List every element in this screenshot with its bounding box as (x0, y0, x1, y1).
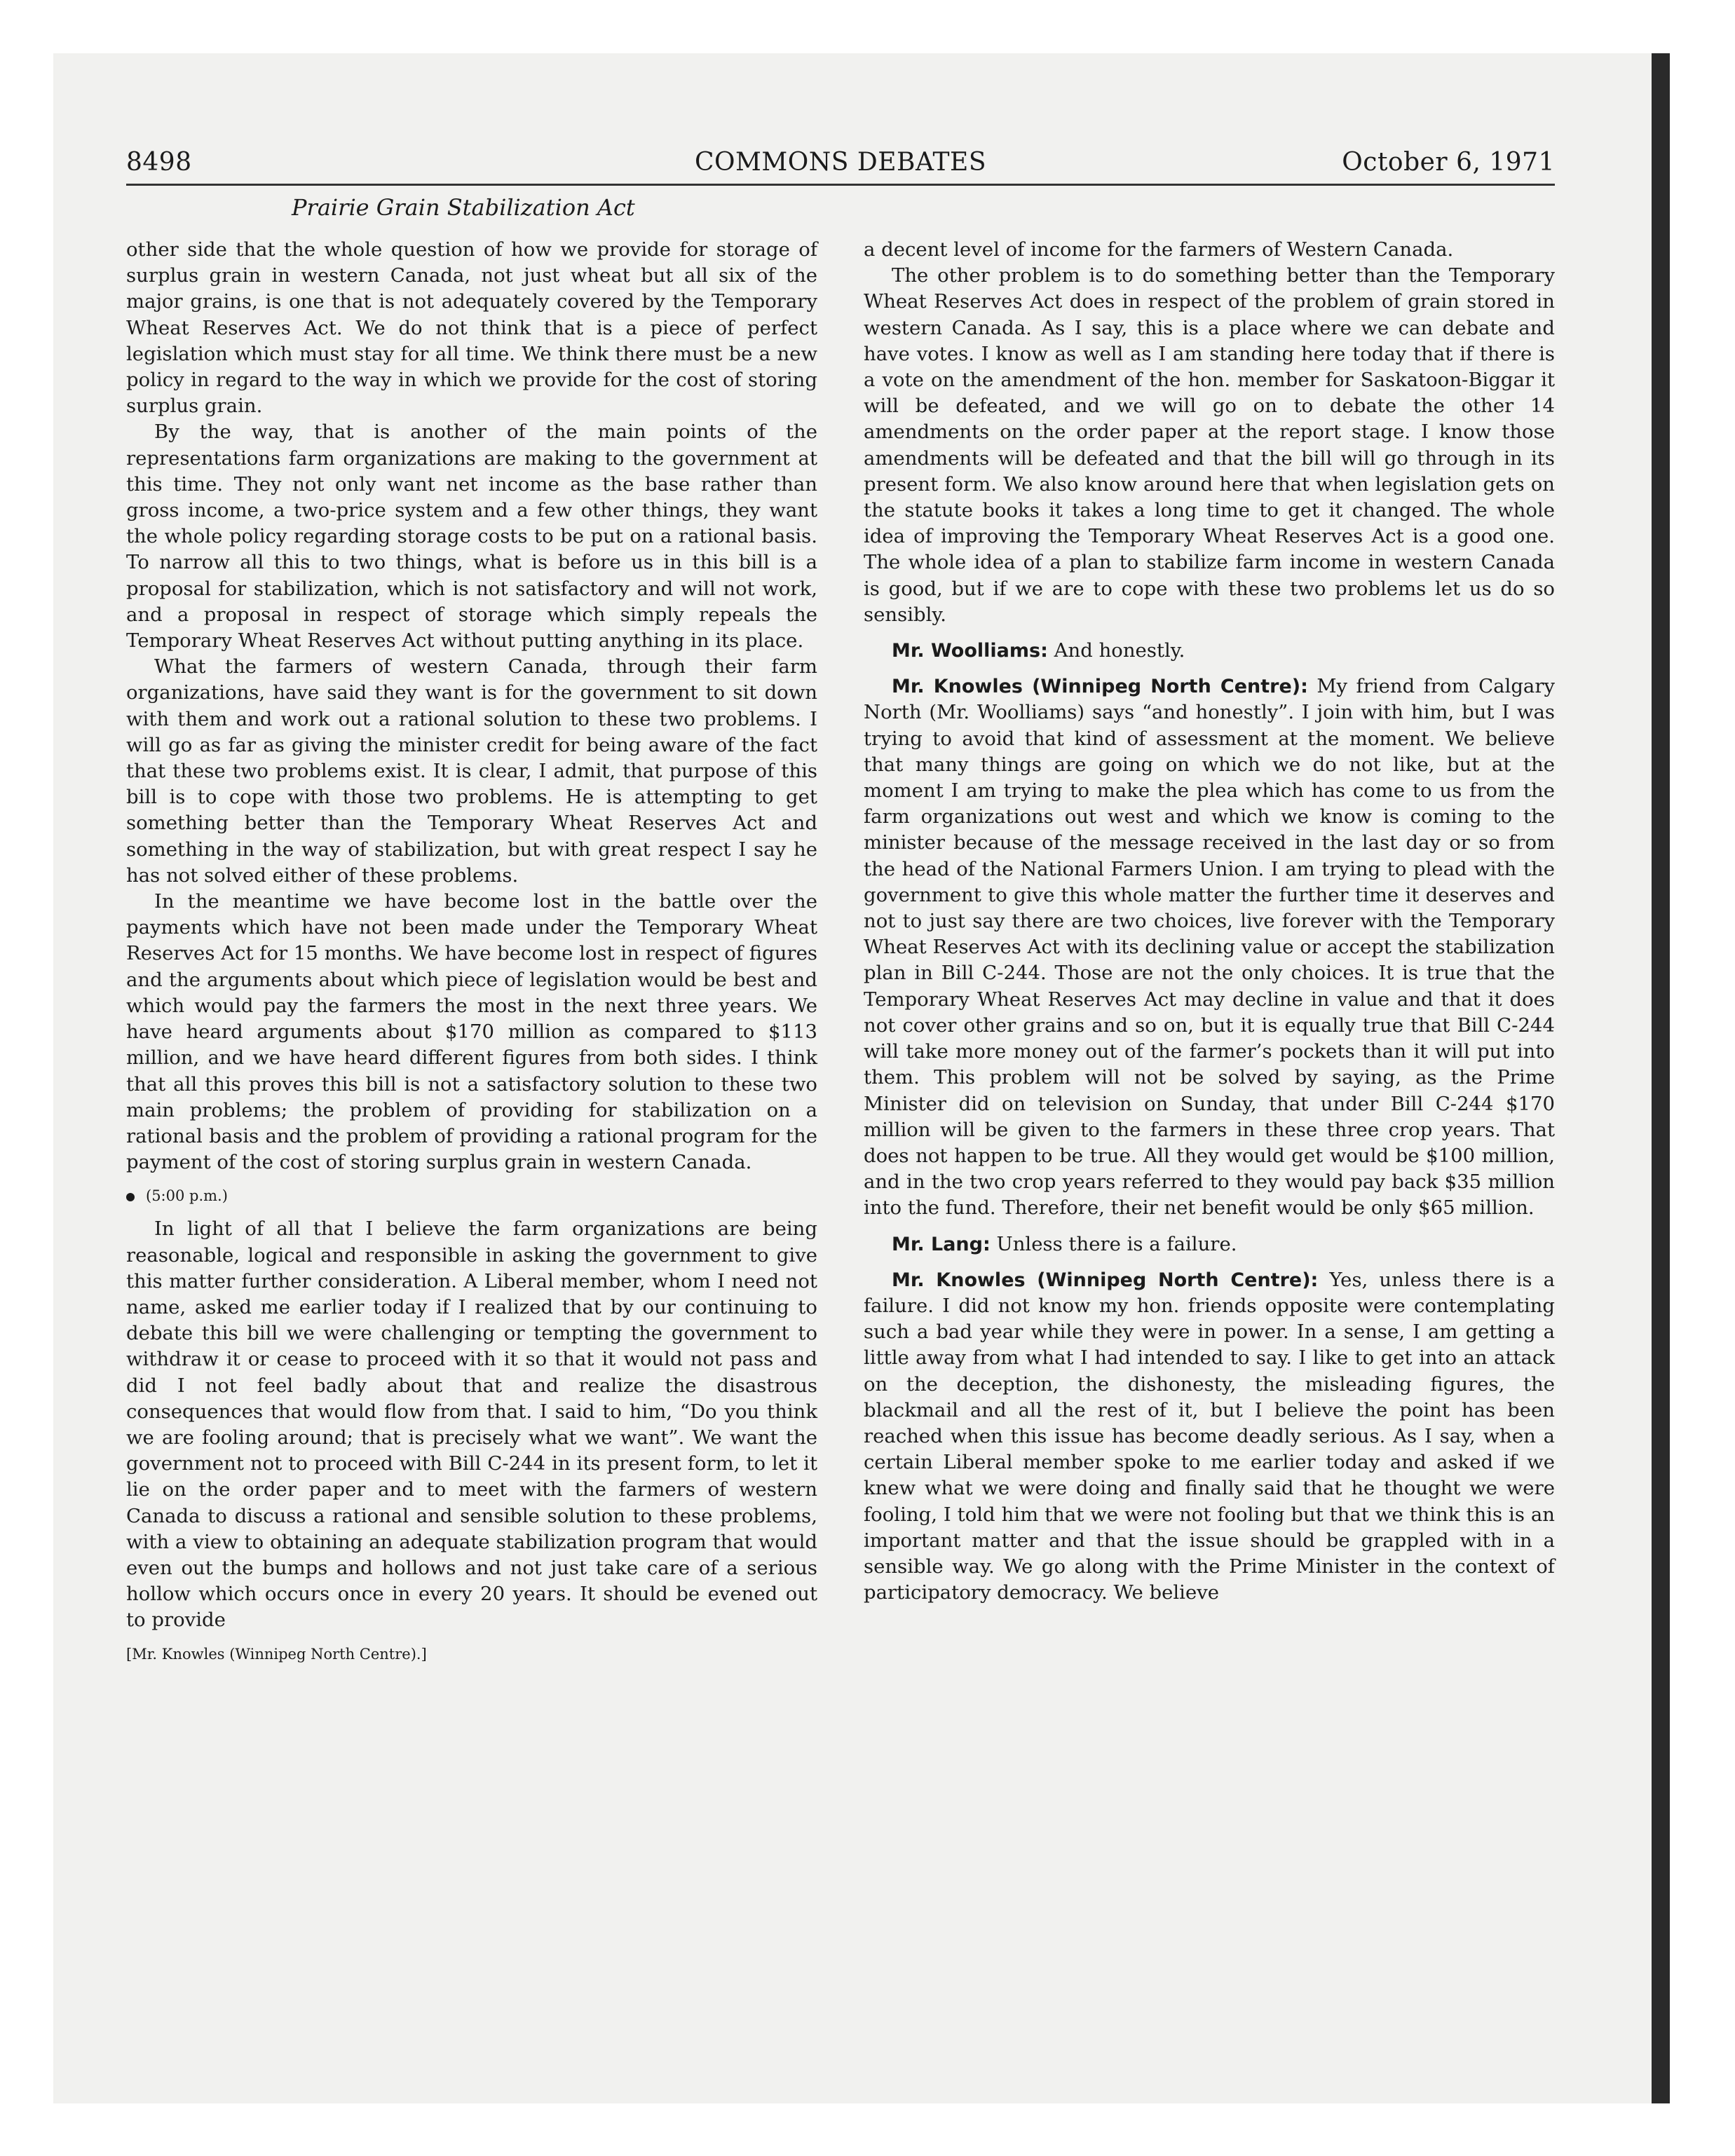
speaker-attribution: [Mr. Knowles (Winnipeg North Centre).] (126, 1645, 427, 1663)
paragraph: What the farmers of western Canada, through their farm organizations, have said they want is for the government to sit down with them and work out a rational solution to these two problems. I will go as far as giving the minister credit for being aware of the fact that these two problems exist. It is clear, I admit, that purpose of this bill is to cope with those two problems. He is attempting to get something better than the Temporary Wheat Reserves Act and something in the way of stabilization, but with great respect I say he has not solved either of these problems. (126, 655, 817, 887)
paragraph: a decent level of income for the farmers of Western Canada. (864, 238, 1454, 261)
speech-text: Unless there is a failure. (996, 1232, 1237, 1255)
paragraph: In light of all that I believe the farm organizations are being reasonable, logical and responsible in asking the government to give this matter further consideration. A Liberal member, whom I need not name, asked me earlier today if I realized that by our continuing to debate this bill we were challenging or tempting the government to withdraw it or cease to proceed with it so that it would not pass and did I not feel badly about that and realize the disastrous consequences that would flow from that. I said to him, “Do you think we are fooling around; that is precisely what we want”. We want the government not to proceed with Bill C-244 in its present form, to let it lie on the order paper and to meet with the farmers of western Canada to discuss a rational and sensible solution to these problems, with a view to obtaining an adequate stabilization program that would even out the bumps and hollows and not just take care of a serious hollow which occurs once in every 20 years. It should be evened out to provide (126, 1217, 817, 1632)
left-column (126, 237, 817, 1679)
scan-edge-bar (1652, 53, 1670, 2103)
bullet-icon (126, 1193, 135, 1201)
paragraph: In the meantime we have become lost in the battle over the payments which have not been made under the Temporary Wheat Reserves Act for 15 months. We have become lost in respect of figures and the arguments about which piece of legislation would be best and which would pay the farmers the most in the next three years. We have heard arguments about $170 million as compared to $113 million, and we have heard different figures from both sides. I think that all this proves this bill is not a satisfactory solution to these two main problems; the problem of providing for stabilization on a rational basis and the problem of providing a rational program for the payment of the cost of storing surplus grain in western Canada. (126, 890, 817, 1174)
paragraph: By the way, that is another of the main points of the representations farm organizations are making to the government at this time. They not only want net income as the base rather than gross income, a two-price system and a few other things, they want the whole policy regarding storage costs to be put on a rational basis. To narrow all this to two things, what is before us in this bill is a proposal for stabilization, which is not satisfactory and will not work, and a proposal in respect of storage which simply repeals the Temporary Wheat Reserves Act without putting anything in its place. (126, 421, 817, 653)
speech-text: My friend from Calgary North (Mr. Woolliams) says “and honestly”. I join with him, but I was trying to avoid that kind of assessment at the moment. We believe that many things are going on which we do not like, but at the moment I am trying to make the plea which has come to us from the farm organizations out west and which we know is coming to the minister because of the message received in the last day or so from the head of the National Farmers Union. I am trying to plead with the government to give this whole matter the further time it deserves and not to just say there are two choices, live forever with the Temporary Wheat Reserves Act with its declining value or accept the stabilization plan in Bill C-244. Those are not the only choices. It is true that the Temporary Wheat Reserves Act may decline in value and that it does not cover other grains and so on, but it is equally true that Bill C-244 will take more money out of the farmer’s pockets than it will put into them. This problem will not be solved by saying, as the Prime Minister did on television on Sunday, that under Bill C-244 $170 million will be given to the farmers in these three crop years. That does not happen to be true. All they would get would be $100 million, and in the two crop years referred to they would pay back $35 million into the fund. Therefore, their net benefit would be only $65 million. (864, 675, 1555, 1220)
speaker-name: Mr. Woolliams: (892, 640, 1048, 662)
paragraph: other side that the whole question of how we provide for storage of surplus grain in western Canada, not just wheat but all six of the major grains, is one that is not adequately covered by the Temporary Wheat Reserves Act. We do not think that is a piece of perfect legislation which must stay for all time. We think there must be a new policy in regard to the way in which we provide for the cost of storing surplus grain. (126, 238, 817, 418)
page-date: October 6, 1971 (1342, 148, 1555, 177)
speech-text: And honestly. (1054, 639, 1185, 662)
speech (864, 1267, 1555, 1606)
speaker-name: Mr. Knowles (Winnipeg North Centre): (892, 1269, 1319, 1291)
page-number: 8498 (126, 148, 192, 177)
right-column (864, 237, 1555, 1606)
speaker-name: Mr. Lang: (892, 1233, 991, 1255)
time-marker-text: (5:00 p.m.) (146, 1187, 228, 1205)
scanned-page (53, 53, 1670, 2103)
page-header (126, 144, 1555, 186)
speech (864, 638, 1555, 664)
speech-text: Yes, unless there is a failure. I did not know my hon. friends opposite were contemplating such a bad year while they were in power. In a sense, I am getting a little away from what I had intended to say. I like to get into an attack on the deception, the dishonesty, the misleading figures, the blackmail and all the rest of it, but I believe the point has been reached when this issue has become deadly serious. As I say, when a certain Liberal member spoke to me earlier today and asked if we knew what we were doing and finally said that he thought we were fooling, I told him that we were not fooling but that we think this is an important matter and that the issue should be grappled with in a sensible way. We go along with the Prime Minister in the context of participatory democracy. We believe (864, 1268, 1555, 1604)
speech (864, 674, 1555, 1221)
paragraph: The other problem is to do something better than the Temporary Wheat Reserves Act does in respect of the problem of grain stored in western Canada. As I say, this is a place where we can debate and have votes. I know as well as I am standing here today that if there is a vote on the amendment of the hon. member for Saskatoon-Biggar it will be defeated, and we will go on to debate the other 14 amendments on the order paper at the report stage. I know those amendments will be defeated and that the bill will go through in its present form. We also know around here that when legislation gets on the statute books it takes a long time to get it changed. The whole idea of improving the Temporary Wheat Reserves Act is a good one. The whole idea of a plan to stabilize farm income in western Canada is good, but if we are to cope with these two problems let us do so sensibly. (864, 264, 1555, 626)
running-head: Prairie Grain Stabilization Act (292, 194, 635, 221)
journal-title: COMMONS DEBATES (695, 148, 986, 177)
speech (864, 1231, 1555, 1257)
time-marker (126, 1185, 817, 1206)
speaker-name: Mr. Knowles (Winnipeg North Centre): (892, 676, 1308, 698)
